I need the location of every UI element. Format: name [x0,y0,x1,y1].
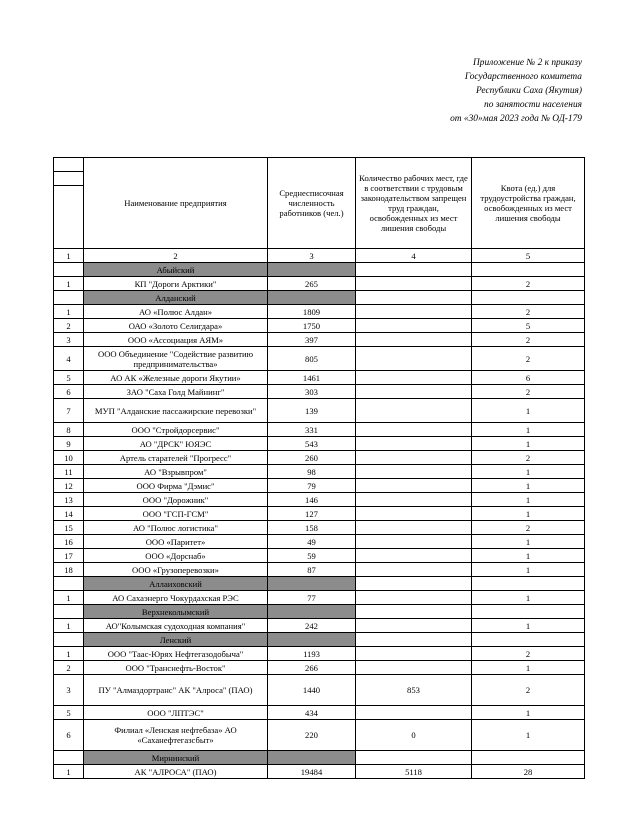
row-number: 1 [54,647,84,661]
company-name: ООО "Дорожник" [84,493,268,507]
table-row [54,277,585,291]
company-name: АО"Колымская судоходная компания" [84,619,268,633]
row-number: 1 [54,305,84,319]
quota-cell: 2 [472,333,585,347]
row-number: 6 [54,720,84,751]
region-spacer [54,633,84,647]
region-row [54,291,585,305]
region-spacer [356,291,472,305]
header-num-cell [54,186,84,249]
region-spacer [472,263,585,277]
headcount-cell: 303 [268,385,356,399]
region-spacer [54,263,84,277]
company-name: ООО "ЛПТЭС" [84,706,268,720]
row-number: 17 [54,549,84,563]
quota-cell: 28 [472,765,585,779]
quota-cell: 1 [472,479,585,493]
company-name: ООО "Транснефть-Восток" [84,661,268,675]
company-name: ООО "ГСП-ГСМ" [84,507,268,521]
company-name: ПУ "Алмаздортранс" АК "Алроса" (ПАО) [84,675,268,706]
quota-cell: 1 [472,423,585,437]
header-num-cell [54,172,84,186]
quota-cell: 1 [472,465,585,479]
region-spacer [54,291,84,305]
header-line: Республики Саха (Якутия) [476,86,582,96]
region-name: Абыйский [84,263,268,277]
jobs-cell [356,385,472,399]
quota-cell: 1 [472,535,585,549]
company-name: АО Сахаэнерго Чокурдахская РЭС [84,591,268,605]
table-row [54,549,585,563]
headcount-cell: 146 [268,493,356,507]
row-number: 1 [54,277,84,291]
jobs-cell [356,479,472,493]
row-number: 16 [54,535,84,549]
jobs-cell [356,563,472,577]
table-row [54,765,585,779]
quota-cell: 1 [472,661,585,675]
row-number: 5 [54,706,84,720]
region-spacer [268,263,356,277]
headcount-cell: 79 [268,479,356,493]
jobs-cell [356,437,472,451]
col-number: 1 [54,249,84,263]
headcount-cell: 805 [268,347,356,371]
table-row [54,647,585,661]
quota-cell: 6 [472,371,585,385]
col-header-name: Наименование предприятия [84,158,268,249]
region-spacer [356,577,472,591]
quota-table [53,157,585,779]
company-name: АО "ДРСК" ЮЯЭС [84,437,268,451]
row-number: 18 [54,563,84,577]
region-name: Мирнинский [84,751,268,765]
company-name: МУП "Алданские пассажирские перевозки" [84,399,268,423]
region-row [54,263,585,277]
region-spacer [268,751,356,765]
quota-cell: 1 [472,493,585,507]
col-number: 4 [356,249,472,263]
row-number: 15 [54,521,84,535]
headcount-cell: 1750 [268,319,356,333]
headcount-cell: 98 [268,465,356,479]
quota-cell: 2 [472,521,585,535]
company-name: ООО Объединение "Содействие развитию предпринимательства» [84,347,268,371]
region-spacer [54,577,84,591]
table-row [54,493,585,507]
company-name: АК "АЛРОСА" (ПАО) [84,765,268,779]
quota-cell: 1 [472,706,585,720]
headcount-cell: 77 [268,591,356,605]
region-spacer [356,751,472,765]
headcount-cell: 139 [268,399,356,423]
company-name: ООО "Таас-Юрях Нефтегазодобыча" [84,647,268,661]
col-number: 2 [84,249,268,263]
table-row [54,465,585,479]
row-number: 11 [54,465,84,479]
jobs-cell [356,423,472,437]
jobs-cell [356,451,472,465]
table-row [54,423,585,437]
jobs-cell [356,305,472,319]
jobs-cell [356,371,472,385]
col-header-quota: Квота (ед.) для трудоустройства граждан, освобожденных из мест лишения свободы [472,158,585,249]
region-name: Ленский [84,633,268,647]
jobs-cell [356,521,472,535]
row-number: 14 [54,507,84,521]
table-row [54,479,585,493]
company-name: ООО «Паритет» [84,535,268,549]
quota-cell: 1 [472,720,585,751]
jobs-cell [356,647,472,661]
headcount-cell: 1461 [268,371,356,385]
region-row [54,577,585,591]
quota-cell: 1 [472,507,585,521]
headcount-cell: 434 [268,706,356,720]
table-row [54,720,585,751]
table-row [54,619,585,633]
table-row [54,706,585,720]
header-line: Приложение № 2 к приказу [472,58,582,68]
region-spacer [472,291,585,305]
headcount-cell: 87 [268,563,356,577]
company-name: Артель старателей "Прогресс" [84,451,268,465]
company-name: ООО «Ассоциация АЯМ» [84,333,268,347]
headcount-cell: 220 [268,720,356,751]
col-number: 5 [472,249,585,263]
row-number: 10 [54,451,84,465]
table-row [54,437,585,451]
quota-cell: 2 [472,385,585,399]
row-number: 1 [54,619,84,633]
table-row [54,451,585,465]
company-name: КП "Дороги Арктики" [84,277,268,291]
region-row [54,633,585,647]
jobs-cell: 0 [356,720,472,751]
headcount-cell: 127 [268,507,356,521]
quota-cell: 2 [472,675,585,706]
region-name: Алданский [84,291,268,305]
jobs-cell [356,706,472,720]
jobs-cell [356,465,472,479]
headcount-cell: 260 [268,451,356,465]
quota-cell: 1 [472,549,585,563]
quota-cell: 5 [472,319,585,333]
company-name: АО АК «Железные дороги Якутии» [84,371,268,385]
header-line: по занятости населения [484,100,582,110]
row-number: 9 [54,437,84,451]
row-number: 12 [54,479,84,493]
headcount-cell: 19484 [268,765,356,779]
table-row [54,563,585,577]
jobs-cell [356,619,472,633]
row-number: 2 [54,661,84,675]
region-row [54,751,585,765]
table-row [54,535,585,549]
row-number: 8 [54,423,84,437]
table-row [54,521,585,535]
company-name: ООО Фирма "Дэмис" [84,479,268,493]
table-row [54,333,585,347]
headcount-cell: 59 [268,549,356,563]
region-spacer [268,291,356,305]
row-number: 7 [54,399,84,423]
row-number: 6 [54,385,84,399]
row-number: 5 [54,371,84,385]
headcount-cell: 265 [268,277,356,291]
jobs-cell [356,661,472,675]
headcount-cell: 49 [268,535,356,549]
jobs-cell [356,591,472,605]
region-spacer [268,633,356,647]
header-line: от «30»мая 2023 года № ОД-179 [450,114,582,124]
col-header-headcount: Среднесписочная численность работников (чел.) [268,158,356,249]
table-row [54,305,585,319]
company-name: АО «Полюс Алдан» [84,305,268,319]
headcount-cell: 397 [268,333,356,347]
region-spacer [54,605,84,619]
headcount-cell: 543 [268,437,356,451]
region-spacer [472,633,585,647]
headcount-cell: 242 [268,619,356,633]
quota-cell: 1 [472,399,585,423]
company-name: ООО «Грузоперевозки» [84,563,268,577]
headcount-cell: 1440 [268,675,356,706]
quota-cell: 2 [472,647,585,661]
quota-cell: 2 [472,347,585,371]
headcount-cell: 331 [268,423,356,437]
headcount-cell: 158 [268,521,356,535]
table-row [54,675,585,706]
row-number: 13 [54,493,84,507]
region-spacer [472,577,585,591]
quota-cell: 1 [472,619,585,633]
company-name: ООО "Стройдорсервис" [84,423,268,437]
table-row [54,591,585,605]
quota-cell: 2 [472,451,585,465]
table-row [54,347,585,371]
row-number: 1 [54,765,84,779]
row-number: 3 [54,675,84,706]
quota-cell: 1 [472,591,585,605]
region-name: Аллаиховский [84,577,268,591]
row-number: 2 [54,319,84,333]
company-name: Филиал «Ленская нефтебаза» АО «Саханефтегазсбыт» [84,720,268,751]
headcount-cell: 266 [268,661,356,675]
col-number: 3 [268,249,356,263]
header-num-cell [54,158,84,172]
region-spacer [472,751,585,765]
jobs-cell [356,549,472,563]
jobs-cell [356,277,472,291]
quota-cell: 1 [472,437,585,451]
row-number: 1 [54,591,84,605]
region-row [54,605,585,619]
region-spacer [356,633,472,647]
table-row [54,319,585,333]
company-name: ООО «Дорснаб» [84,549,268,563]
quota-cell: 2 [472,305,585,319]
row-number: 4 [54,347,84,371]
company-name: ОАО «Золото Селигдара» [84,319,268,333]
jobs-cell [356,399,472,423]
jobs-cell [356,493,472,507]
jobs-cell [356,333,472,347]
company-name: ЗАО "Саха Голд Майнинг" [84,385,268,399]
jobs-cell: 853 [356,675,472,706]
order-header [362,56,582,126]
region-spacer [268,577,356,591]
region-spacer [356,605,472,619]
region-spacer [356,263,472,277]
table-row [54,507,585,521]
table-row [54,371,585,385]
headcount-cell: 1193 [268,647,356,661]
company-name: АО "Полюс логистика" [84,521,268,535]
row-number: 3 [54,333,84,347]
col-header-jobs: Количество рабочих мест, где в соответствии с трудовым законодательством запрещен труд граждан, освобожденных из мест лишения свободы [356,158,472,249]
table-row [54,661,585,675]
region-spacer [54,751,84,765]
quota-cell: 1 [472,563,585,577]
jobs-cell [356,535,472,549]
region-spacer [268,605,356,619]
jobs-cell [356,507,472,521]
jobs-cell [356,319,472,333]
company-name: АО "Взрывпром" [84,465,268,479]
table-row [54,385,585,399]
header-line: Государственного комитета [464,72,582,82]
region-spacer [472,605,585,619]
jobs-cell [356,347,472,371]
table-row [54,399,585,423]
quota-cell: 2 [472,277,585,291]
headcount-cell: 1809 [268,305,356,319]
region-name: Верхнеколымский [84,605,268,619]
jobs-cell: 5118 [356,765,472,779]
